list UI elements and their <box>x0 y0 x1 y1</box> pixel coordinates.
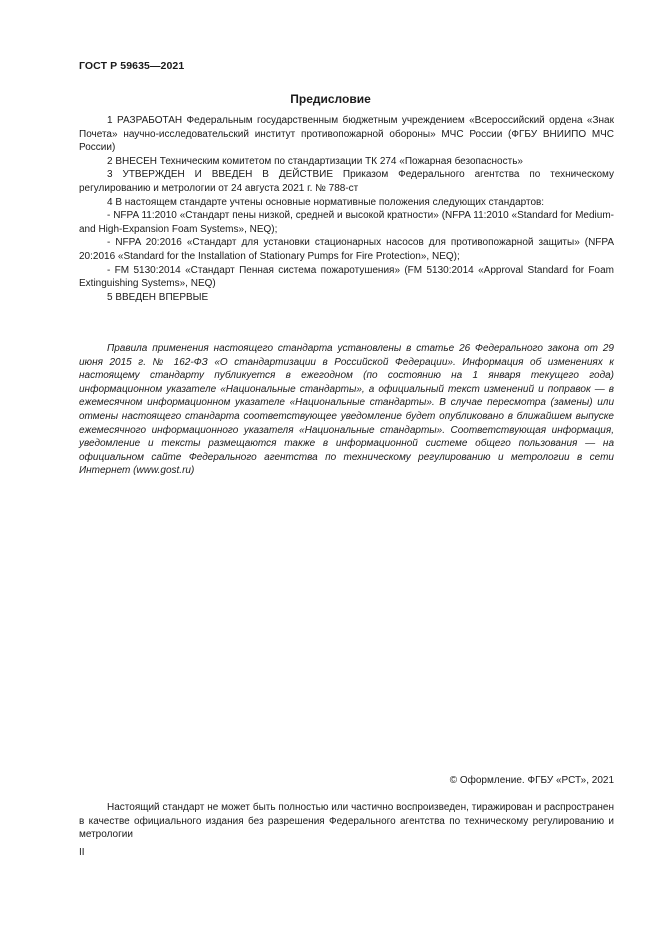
foreword-title: Предисловие <box>290 92 371 106</box>
foreword-item-standards-considered: 4 В настоящем стандарте учтены основные нормативные положения следующих стандартов: <box>107 196 545 208</box>
standard-code: ГОСТ Р 59635—2021 <box>79 60 185 72</box>
foreword-body <box>79 114 614 304</box>
reproduction-notice: Настоящий стандарт не может быть полностью или частично воспроизведен, тиражирован и распространен в качестве официального издания без разрешения Федерального агентства по техническому регулированию и метрологии <box>79 802 614 841</box>
foreword-item-approved: 3 УТВЕРЖДЕН И ВВЕДЕН В ДЕЙСТВИЕ Приказом Федерального агентства по техническому регулированию и метрологии от 24 августа 2021 г. № 788-ст <box>79 169 614 194</box>
foreword-item-submitted: 2 ВНЕСЕН Техническим комитетом по стандартизации ТК 274 «Пожарная безопасность» <box>107 155 523 167</box>
foreword-item-developed: 1 РАЗРАБОТАН Федеральным государственным бюджетным учреждением «Всероссийский ордена «Знак Почета» научно-исследовательский институт противопожарной обороны» МЧС России (ФГБУ ВНИИПО МЧС России) <box>79 115 614 154</box>
page-number: II <box>79 847 85 858</box>
foreword-standard-nfpa-11: - NFPA 11:2010 «Стандарт пены низкой, средней и высокой кратности» (NFPA 11:2010 «Standard for Medium- and High-Expansion Foam Systems», NEQ); <box>79 210 614 235</box>
foreword-standard-nfpa-20: - NFPA 20:2016 «Стандарт для установки стационарных насосов для противопожарной защиты» (NFPA 20:2016 «Standard for the Installation of Stationary Pumps for Fire Protection», NEQ); <box>79 237 614 262</box>
copyright-line: © Оформление. ФГБУ «РСТ», 2021 <box>449 775 614 786</box>
application-rules-notice: Правила применения настоящего стандарта установлены в статье 26 Федерального закона от 29 июня 2015 г. № 162-ФЗ «О стандартизации в Российской Федерации». Информация об изменениях к настоящему стандарту публикуется в ежегодном (по состоянию на 1 января текущего года) информационном указателе «Национальные стандарты», а официальный текст изменений и поправок — в ежемесячном информационном указателе «Национальные стандарты». В случае пересмотра (замены) или отмены настоящего стандарта соответствующее уведомление будет опубликовано в ближайшем выпуске ежемесячного информационного указателя «Национальные стандарты». Соответствующая информация, уведомление и тексты размещаются также в информационной системе общего пользования — на официальном сайте Федерального агентства по техническому регулированию и метрологии в сети Интернет (www.gost.ru) <box>79 343 614 477</box>
foreword-standard-fm-5130: - FM 5130:2014 «Стандарт Пенная система пожаротушения» (FM 5130:2014 «Approval Standard for Foam Extinguishing Systems», NEQ) <box>79 264 614 290</box>
foreword-item-first-introduced: 5 ВВЕДЕН ВПЕРВЫЕ <box>107 291 209 303</box>
